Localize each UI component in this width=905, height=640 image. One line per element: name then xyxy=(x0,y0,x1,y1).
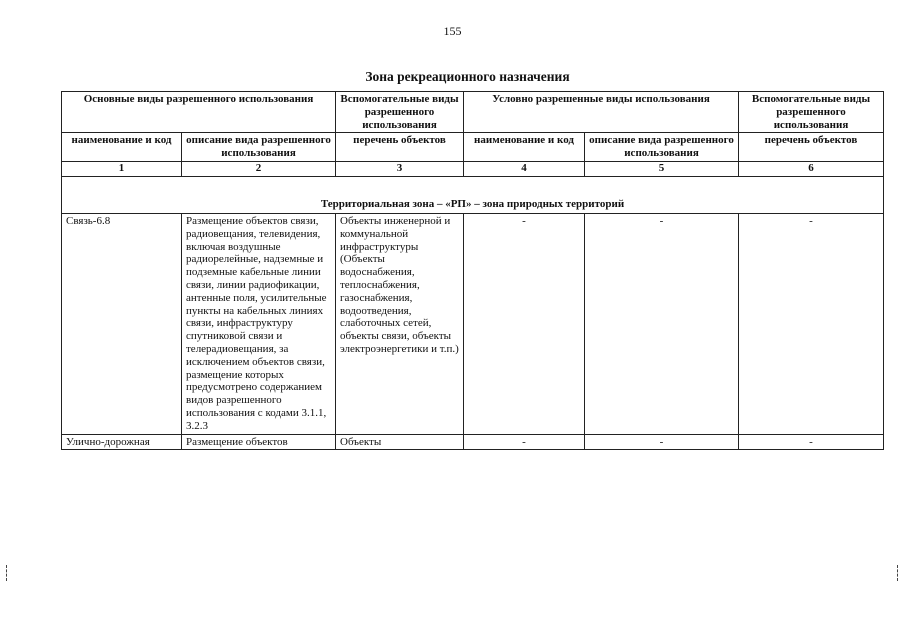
use-description: Размещение объектов xyxy=(182,434,336,450)
column-numbers-row xyxy=(62,161,884,176)
use-name-code: Улично-дорожная xyxy=(62,434,182,450)
page-number: 155 xyxy=(443,24,462,38)
table-row xyxy=(62,213,884,434)
document-title: Зона рекреационного назначения xyxy=(365,69,570,84)
conditional-aux-objects: - xyxy=(739,434,884,450)
aux-objects-list: Объекты инженерной и коммунальной инфраструктуры (Объекты водоснабжения, теплоснабжения, газоснабжения, водоотведения, слаботочных сетей, объекты связи, объекты электроэнергетики и т.п.) xyxy=(336,213,464,434)
header-description-2: описание вида разрешенного использования xyxy=(585,133,739,162)
zoning-table xyxy=(61,91,884,450)
header-description-1: описание вида разрешенного использования xyxy=(182,133,336,162)
column-number: 4 xyxy=(464,161,585,176)
use-description: Размещение объектов связи, радиовещания, телевидения, включая воздушные радиорелейные, надземные и подземные кабельные линии связи, линии радиофикации, антенные поля, усилительные пункты на кабельных линиях связи, инфраструктуру спутниковой связи и телерадиовещания, за исключением объектов связи, размещение которых предусмотрено содержанием видов разрешенного использования с кодами 3.1.1, 3.2.3 xyxy=(182,213,336,434)
header-aux-uses-2: Вспомогательные виды разрешенного использования xyxy=(739,92,884,133)
zone-row xyxy=(62,176,884,213)
conditional-name-code: - xyxy=(464,213,585,434)
aux-objects-list: Объекты xyxy=(336,434,464,450)
header-row-subcolumns xyxy=(62,133,884,162)
conditional-aux-objects: - xyxy=(739,213,884,434)
zone-title: Территориальная зона – «РП» – зона природных территорий xyxy=(62,176,884,213)
column-number: 5 xyxy=(585,161,739,176)
table-row xyxy=(62,434,884,450)
use-name-code: Связь-6.8 xyxy=(62,213,182,434)
header-objects-list-2: перечень объектов xyxy=(739,133,884,162)
conditional-description: - xyxy=(585,434,739,450)
header-conditional-uses: Условно разрешенные виды использования xyxy=(464,92,739,133)
header-name-code-1: наименование и код xyxy=(62,133,182,162)
header-name-code-2: наименование и код xyxy=(464,133,585,162)
conditional-name-code: - xyxy=(464,434,585,450)
scan-edge-mark xyxy=(6,565,9,581)
header-objects-list-1: перечень объектов xyxy=(336,133,464,162)
column-number: 2 xyxy=(182,161,336,176)
conditional-description: - xyxy=(585,213,739,434)
column-number: 3 xyxy=(336,161,464,176)
column-number: 6 xyxy=(739,161,884,176)
column-number: 1 xyxy=(62,161,182,176)
scan-edge-mark xyxy=(897,565,900,581)
header-row-groups xyxy=(62,92,884,133)
header-aux-uses-1: Вспомогательные виды разрешенного использования xyxy=(336,92,464,133)
header-main-uses: Основные виды разрешенного использования xyxy=(62,92,336,133)
